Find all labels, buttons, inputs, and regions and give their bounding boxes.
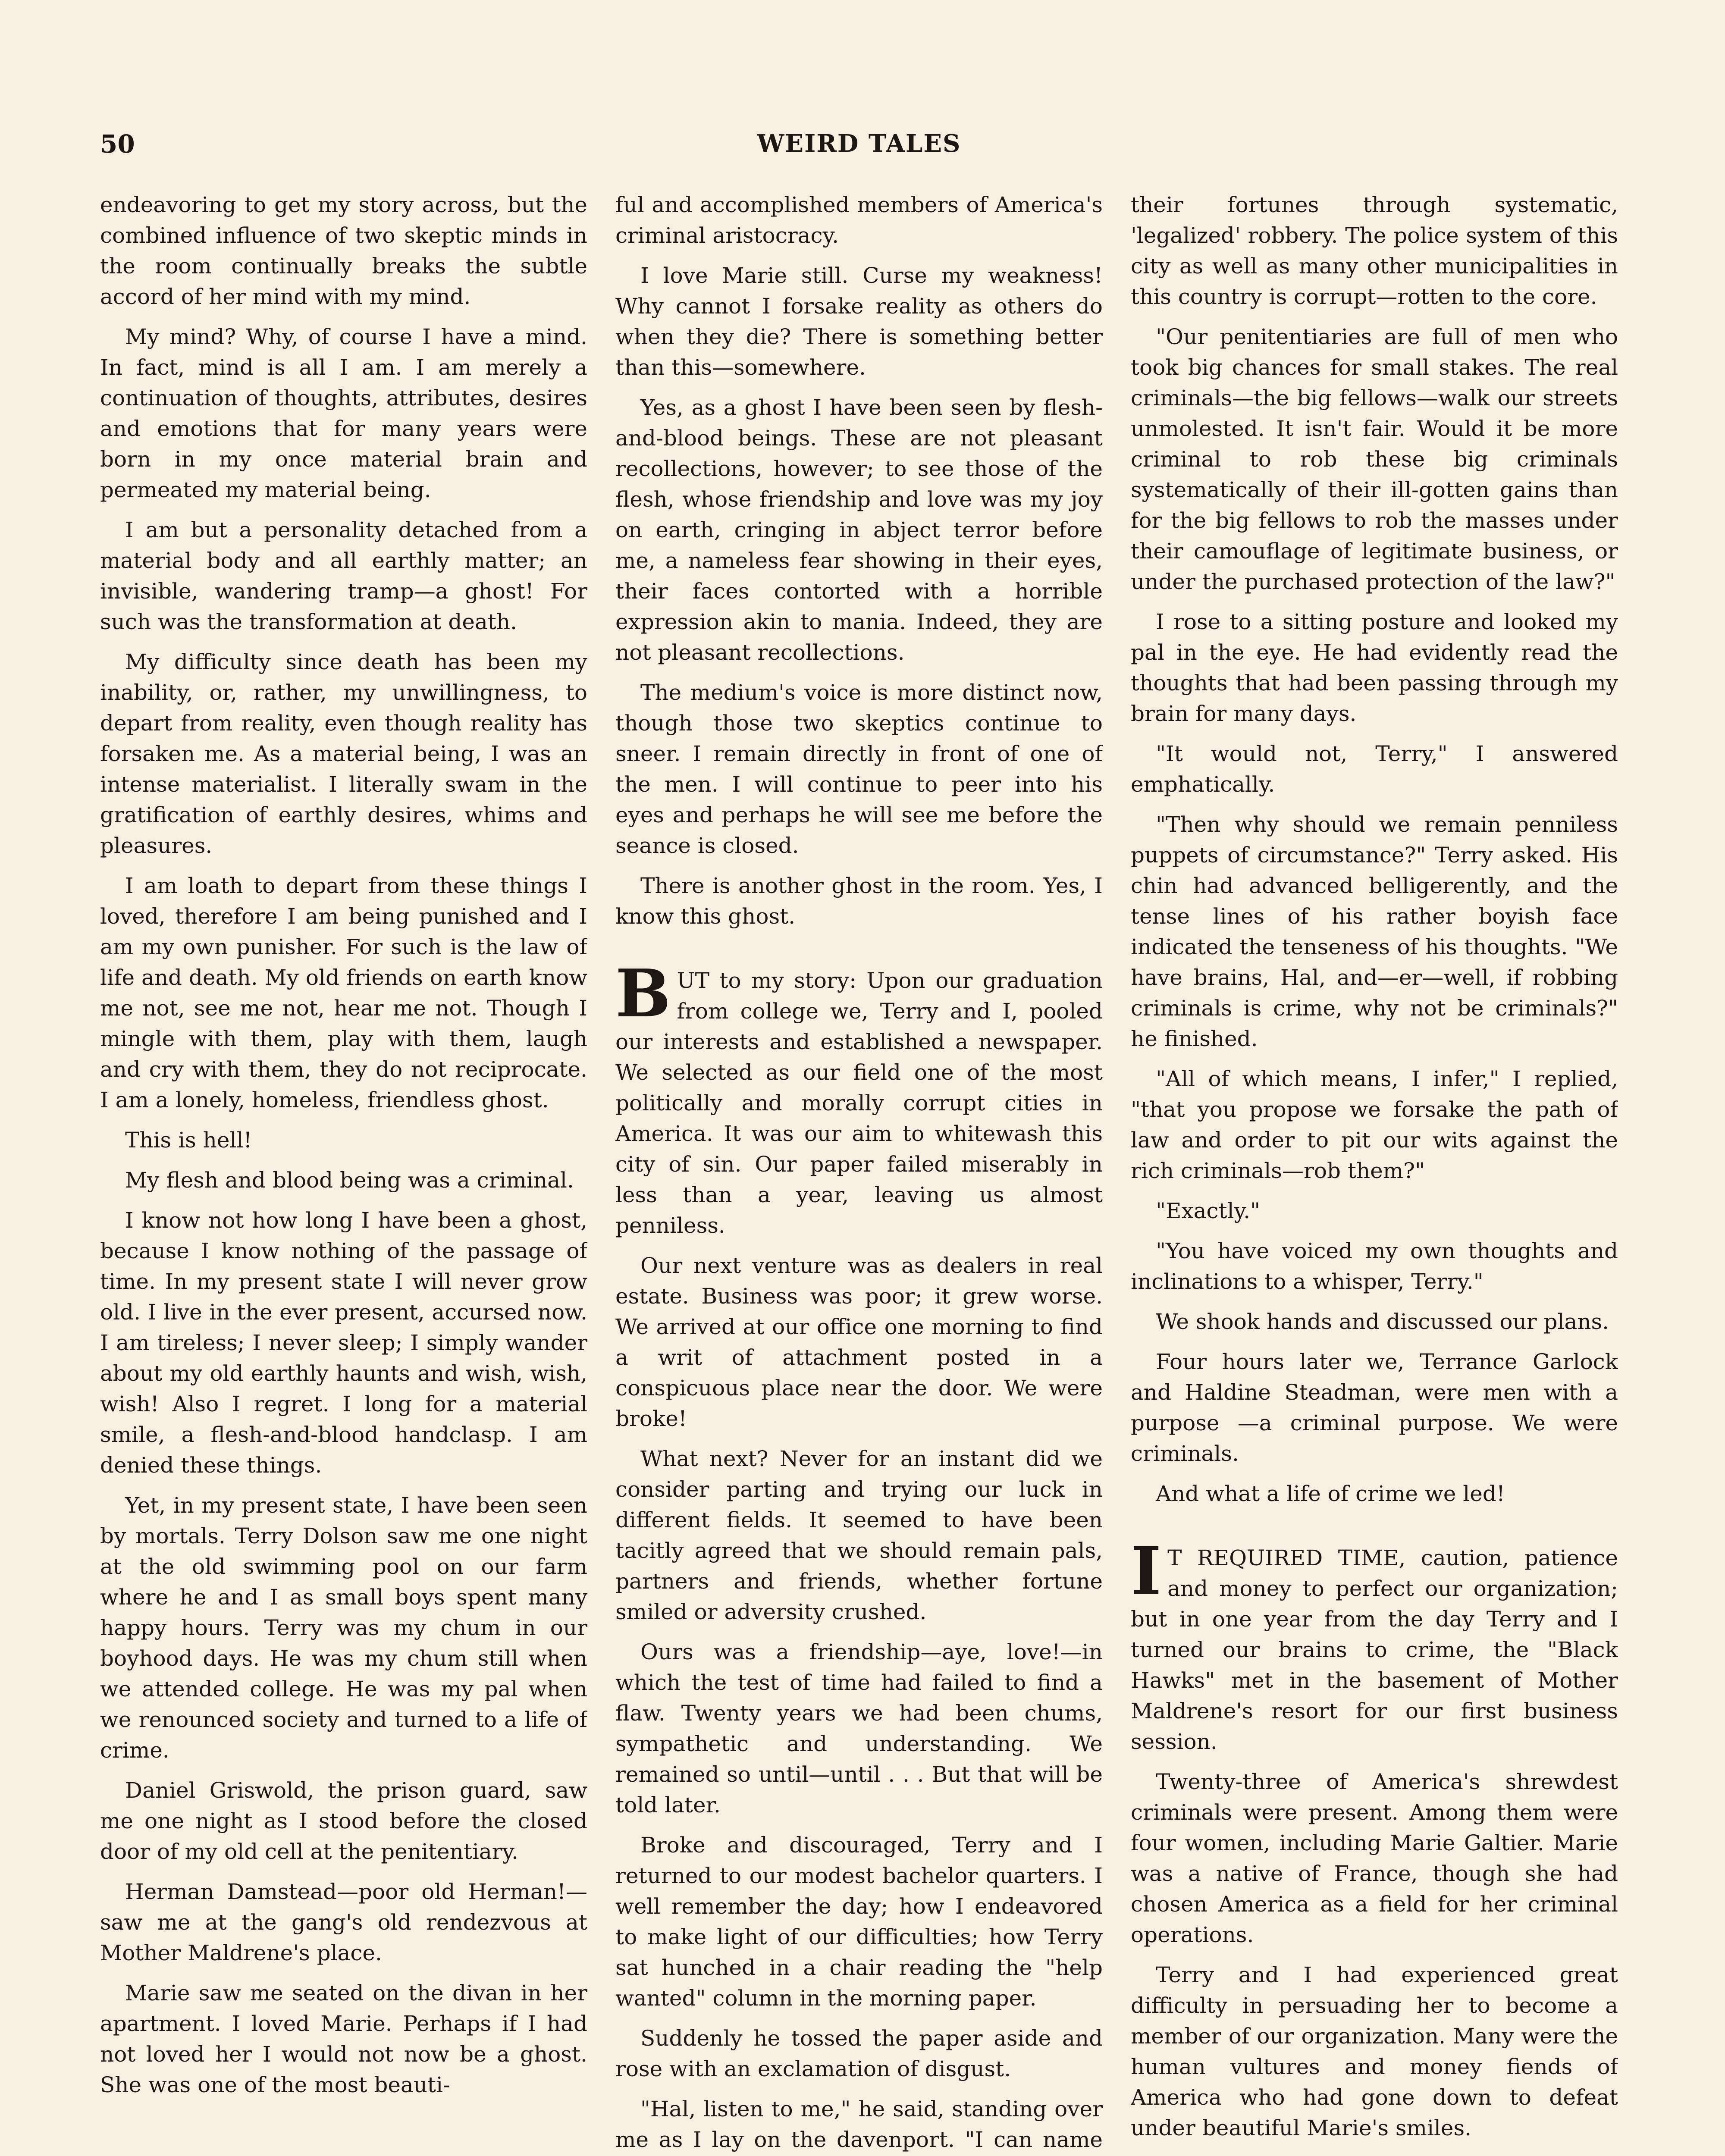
paragraph-text: "Then why should we remain penniless puppets of circumstance?" Terry asked. His chin had advanced belligerently, and the tense lines of his rather boyish face indicated the tenseness of his thoughts. "We have brains, Hal, and—er—well, if robbing criminals is crime, why not be criminals?" he finished. xyxy=(1131,812,1618,1051)
paragraph xyxy=(100,871,587,1116)
paragraph xyxy=(100,647,587,861)
paragraph xyxy=(100,1125,587,1156)
paragraph xyxy=(100,1978,587,2100)
paragraph-text: "Exactly." xyxy=(1156,1198,1261,1223)
paragraph-text: The medium's voice is more distinct now, though those two skeptics continue to sneer. I remain directly in front of one of the men. I will continue to peer into his eyes and perhaps he will see me before the seance is closed. xyxy=(615,680,1103,858)
paragraph xyxy=(615,677,1103,861)
paragraph-text: There is another ghost in the room. Yes, I know this ghost. xyxy=(615,873,1103,929)
paragraph-text: My mind? Why, of course I have a mind. In fact, mind is all I am. I am merely a continuation of thoughts, attributes, desires and emotions that for many years were born in my once material brain and permeated my material being. xyxy=(100,324,587,502)
paragraph-text: Daniel Griswold, the prison guard, saw me one night as I stood before the closed door of my old cell at the penitentiary. xyxy=(100,1778,587,1864)
paragraph-text: their fortunes through systematic, 'legalized' robbery. The police system of this city as well as many other municipalities in this country is corrupt—rotten to the core. xyxy=(1131,192,1618,309)
paragraph xyxy=(1131,2153,1618,2156)
paragraph-text: Herman Damstead—poor old Herman!—saw me at the gang's old rendezvous at Mother Maldrene's place. xyxy=(100,1879,587,1965)
paragraph xyxy=(1131,190,1618,312)
paragraph xyxy=(615,955,1103,1241)
paragraph xyxy=(100,190,587,312)
paragraph-text: "All of which means, I infer," I replied, "that you propose we forsake the path of law and order to pit our wits against the rich criminals—rob them?" xyxy=(1131,1066,1618,1183)
paragraph-text: We shook hands and discussed our plans. xyxy=(1156,1309,1609,1334)
paragraph-text: I know not how long I have been a ghost, because I know nothing of the passage of time. In my present state I will never grow old. I live in the ever present, accursed now. I am tireless; I never sleep; I simply wander about my old earthly haunts and wish, wish, wish! Also I regret. I long for a material smile, a flesh-and-blood handclasp. I am denied these things. xyxy=(100,1208,587,1478)
paragraph xyxy=(615,1250,1103,1434)
running-title: WEIRD TALES xyxy=(757,129,961,158)
paragraph-text: Ours was a friendship—aye, love!—in which the test of time had failed to find a flaw. Twenty years we had been chums, sympathetic and understanding. We remained so until—until . . . But that will be told later. xyxy=(615,1639,1103,1818)
paragraph-text: I rose to a sitting posture and looked my pal in the eye. He had evidently read the thoughts that had been passing through my brain for many days. xyxy=(1131,609,1618,726)
paragraph-text: "Our penitentiaries are full of men who took big chances for small stakes. The real criminals—the big fellows—walk our streets unmolested. It isn't fair. Would it be more criminal to rob these big criminals systematically of their ill-gotten gains than for the big fellows to rob the masses under their camouflage of legitimate business, or under the purchased protection of the law?" xyxy=(1131,324,1618,594)
paragraph xyxy=(1131,1960,1618,2143)
paragraph-text: I am loath to depart from these things I loved, therefore I am being punished and I am my own punisher. For such is the law of life and death. My old friends on earth know me not, see me not, hear me not. Though I mingle with them, play with them, laugh and cry with them, they do not reciprocate. I am a lonely, homeless, friendless ghost. xyxy=(100,873,587,1112)
paragraph xyxy=(1131,1532,1618,1757)
paragraph xyxy=(1131,1307,1618,1337)
paragraph xyxy=(1131,809,1618,1054)
paragraph-text: This is hell! xyxy=(125,1128,252,1153)
paragraph-text: Yet, in my present state, I have been seen by mortals. Terry Dolson saw me one night at the old swimming pool on our farm where he and I as small boys spent many happy hours. Terry was my chum in our boyhood days. He was my chum still when we attended college. He was my pal when we renounced society and turned to a life of crime. xyxy=(100,1493,587,1763)
paragraph-text: Suddenly he tossed the paper aside and rose with an exclamation of disgust. xyxy=(615,2026,1103,2081)
paragraph-text: ful and accomplished members of America's criminal aristocracy. xyxy=(615,192,1103,248)
paragraph-text: T REQUIRED TIME, caution, patience and money to perfect our organization; but in one year from the day Terry and I turned our brains to crime, the "Black Hawks" met in the basement of Mother Maldrene's resort for our first business session. xyxy=(1131,1545,1618,1754)
paragraph xyxy=(615,871,1103,932)
page-header xyxy=(100,129,1618,181)
paragraph xyxy=(615,392,1103,668)
paragraph xyxy=(1131,1064,1618,1186)
paragraph-text: I am but a personality detached from a material body and all earthly matter; an invisible, wandering tramp—a ghost! For such was the transformation at death. xyxy=(100,517,587,634)
paragraph xyxy=(615,190,1103,251)
article-body xyxy=(100,190,1618,2156)
paragraph xyxy=(1131,607,1618,729)
paragraph-text: UT to my story: Upon our graduation from college we, Terry and I, pooled our interests and established a newspaper. We selected as our field one of the most politically and morally corrupt cities in America. It was our aim to whitewash this city of sin. Our paper failed miserably in less than a year, leaving us almost penniless. xyxy=(615,968,1103,1238)
paragraph-text: Yes, as a ghost I have been seen by flesh-and-blood beings. These are not pleasant recollections, however; to see those of the flesh, whose friendship and love was my joy on earth, cringing in abject terror before me, a nameless fear showing in their eyes, their faces contorted with a horrible expression akin to mania. Indeed, they are not pleasant recollections. xyxy=(615,395,1103,665)
paragraph-text: Terry and I had experienced great difficulty in persuading her to become a member of our organization. Many were the human vultures and money fiends of America who had gone down to defeat under beautiful Marie's smiles. xyxy=(1131,1962,1618,2140)
paragraph-text: Broke and discouraged, Terry and I returned to our modest bachelor quarters. I well remember the day; how I endeavored to make light of our difficulties; how Terry sat hunched in a chair reading the "help wanted" column in the morning paper. xyxy=(615,1833,1103,2011)
paragraph-text: And what a life of crime we led! xyxy=(1156,1481,1505,1506)
paragraph-text: My difficulty since death has been my inability, or, rather, my unwillingness, to depart from reality, even though reality has forsaken me. As a material being, I was an intense materialist. I literally swam in the gratification of earthly desires, whims and pleasures. xyxy=(100,649,587,858)
paragraph xyxy=(615,1830,1103,2014)
paragraph xyxy=(100,1490,587,1766)
paragraph xyxy=(615,2023,1103,2084)
paragraph xyxy=(1131,739,1618,800)
paragraph-text: Twenty-three of America's shrewdest criminals were present. Among them were four women, including Marie Galtier. Marie was a native of France, though she had chosen America as a field for her criminal operations. xyxy=(1131,1769,1618,1947)
paragraph-text: What next? Never for an instant did we consider parting and trying our luck in different fields. It seemed to have been tacitly agreed that we should remain pals, partners and friends, whether fortune smiled or adversity crushed. xyxy=(615,1446,1103,1624)
paragraph-text: Our next venture was as dealers in real estate. Business was poor; it grew worse. We arrived at our office one morning to find a writ of attachment posted in a conspicuous place near the door. We were broke! xyxy=(615,1253,1103,1431)
paragraph xyxy=(615,1444,1103,1627)
text-column-3 xyxy=(1131,190,1618,2156)
paragraph xyxy=(100,1205,587,1481)
paragraph xyxy=(1131,1347,1618,1469)
paragraph xyxy=(1131,322,1618,597)
paragraph xyxy=(100,1165,587,1196)
paragraph xyxy=(1131,1236,1618,1297)
drop-cap: B xyxy=(615,955,671,1032)
drop-cap: I xyxy=(1131,1532,1162,1609)
paragraph xyxy=(100,515,587,637)
paragraph-text: "Hal, listen to me," he said, standing over me as I lay on the davenport. "I can name xyxy=(615,2096,1103,2152)
paragraph-text: endeavoring to get my story across, but the combined influence of two skeptic minds in the room continually breaks the subtle accord of her mind with my mind. xyxy=(100,192,587,309)
paragraph-text: Four hours later we, Terrance Garlock and Haldine Steadman, were men with a purpose —a criminal purpose. We were criminals. xyxy=(1131,1349,1618,1466)
paragraph xyxy=(100,1877,587,1968)
paragraph xyxy=(100,1775,587,1867)
paragraph xyxy=(1131,1767,1618,1950)
text-column-1 xyxy=(100,190,587,2156)
page-number: 50 xyxy=(100,129,135,159)
paragraph xyxy=(1131,1196,1618,1226)
paragraph-text: "You have voiced my own thoughts and inclinations to a whisper, Terry." xyxy=(1131,1238,1618,1294)
paragraph-text: My flesh and blood being was a criminal. xyxy=(125,1168,574,1193)
text-column-2 xyxy=(615,190,1103,2156)
paragraph-text: I love Marie still. Curse my weakness! Why cannot I forsake reality as others do when they die? There is something better than this—somewhere. xyxy=(615,263,1103,380)
paragraph-text: "It would not, Terry," I answered emphatically. xyxy=(1131,741,1618,797)
paragraph xyxy=(615,260,1103,383)
paragraph xyxy=(615,1637,1103,1821)
paragraph xyxy=(615,2094,1103,2156)
paragraph xyxy=(100,322,587,505)
paragraph xyxy=(1131,1479,1618,1509)
paragraph-text: Marie saw me seated on the divan in her apartment. I loved Marie. Perhaps if I had not loved her I would not now be a ghost. She was one of the most beauti- xyxy=(100,1981,587,2097)
